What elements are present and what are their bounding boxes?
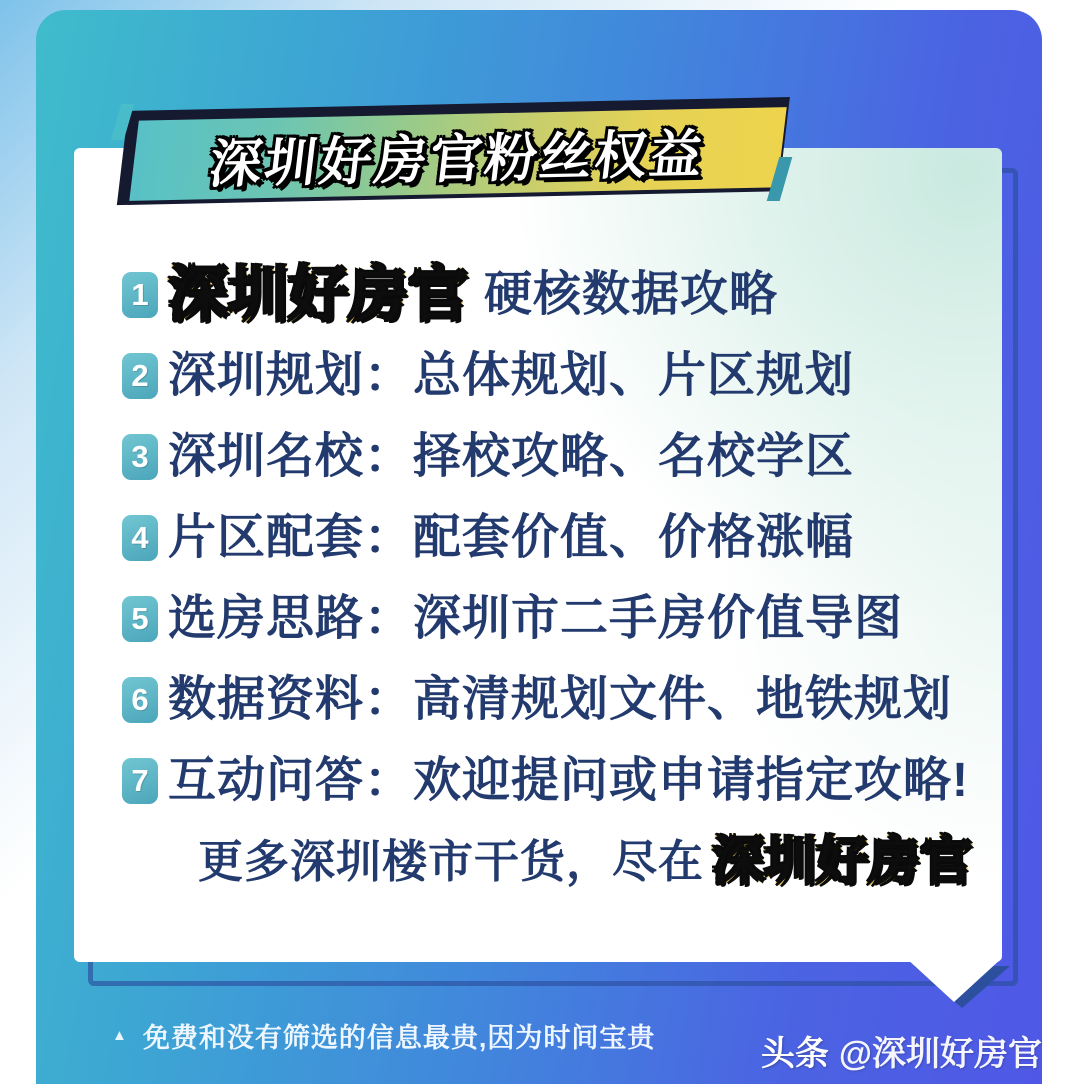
item-number-badge: 2 <box>122 353 158 399</box>
item-number-badge: 7 <box>122 758 158 804</box>
item-number-badge: 6 <box>122 677 158 723</box>
footer-text: 免费和没有筛选的信息最贵,因为时间宝贵 <box>142 1023 656 1053</box>
item-number-badge: 4 <box>122 515 158 561</box>
item-number-badge: 5 <box>122 596 158 642</box>
brand-logo-text: 深圳好房官 <box>168 260 468 328</box>
title-banner <box>129 107 786 201</box>
brand-logo-text: 深圳好房官 <box>712 832 973 891</box>
item-number-badge: 1 <box>122 272 158 318</box>
list-item <box>122 416 1012 497</box>
item-text: 片区配套：配套价值、价格涨幅 <box>168 510 855 564</box>
item-text: 选房思路：深圳市二手房价值导图 <box>168 591 904 645</box>
item-text: 深圳规划：总体规划、片区规划 <box>168 348 855 402</box>
closing-text: 更多深圳楼市干货，尽在 <box>198 836 705 887</box>
triangle-bullet-icon: ▲ <box>112 1027 127 1044</box>
watermark-handle: @深圳好房官 <box>838 1035 1042 1073</box>
watermark-platform: 头条 <box>760 1035 829 1073</box>
benefit-list <box>122 254 1012 902</box>
watermark <box>761 1026 1042 1075</box>
list-item <box>122 740 1012 821</box>
item-text: 硬核数据攻略 <box>484 267 779 321</box>
page-title: 深圳好房官粉丝权益 <box>206 125 709 194</box>
item-text: 互动问答：欢迎提问或申请指定攻略! <box>168 753 969 807</box>
item-text: 数据资料：高清规划文件、地铁规划 <box>168 672 953 726</box>
item-text: 深圳名校：择校攻略、名校学区 <box>168 429 855 483</box>
list-item <box>122 659 1012 740</box>
footer-note <box>112 1016 655 1055</box>
list-item <box>122 497 1012 578</box>
list-item <box>122 335 1012 416</box>
list-item <box>122 578 1012 659</box>
list-item <box>122 254 1012 335</box>
item-number-badge: 3 <box>122 434 158 480</box>
closing-line <box>122 821 1012 902</box>
title-banner-face <box>129 107 786 201</box>
